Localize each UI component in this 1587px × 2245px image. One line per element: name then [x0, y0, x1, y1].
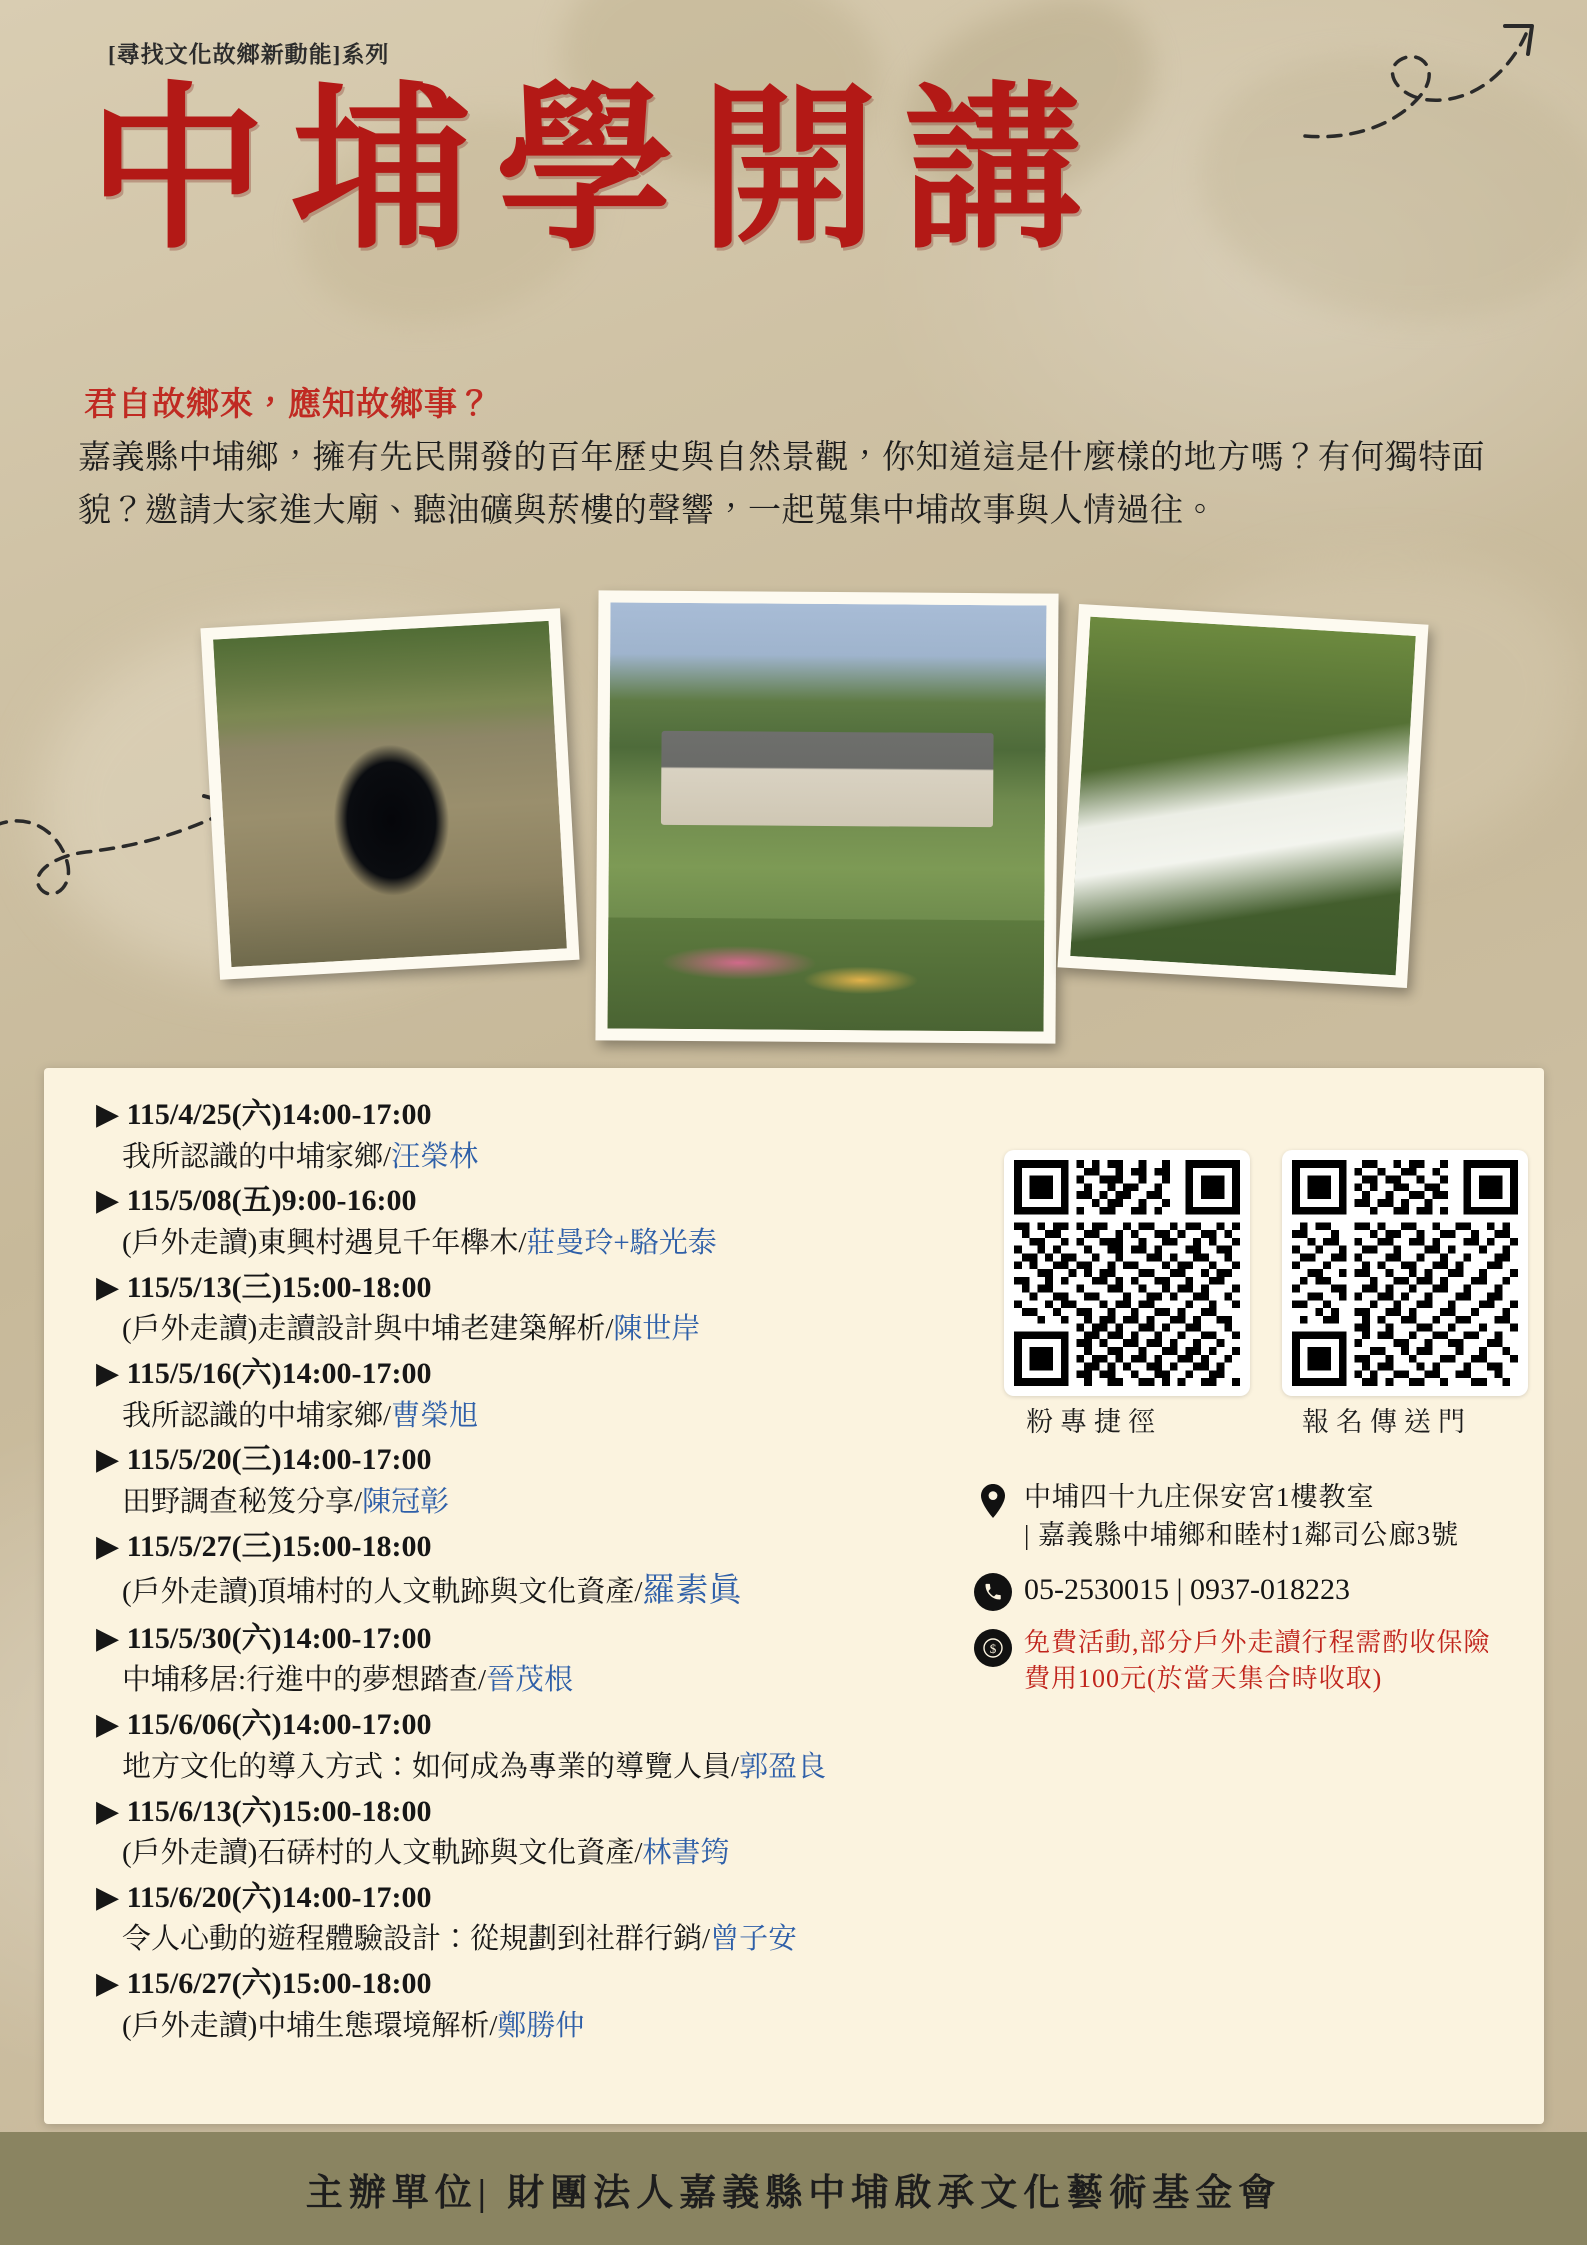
address-row [974, 1478, 1514, 1555]
session-speaker: 鄭勝仲 [497, 2009, 585, 2042]
phone-row [974, 1569, 1514, 1612]
page-title: 中埔學開講 [88, 72, 1108, 270]
phone-number[interactable]: 05-2530015 | 0937-018223 [1024, 1572, 1350, 1606]
session-datetime: ▶ 115/5/13(三)15:00-18:00 [96, 1270, 432, 1304]
session-datetime: ▶ 115/6/06(六)14:00-17:00 [96, 1708, 432, 1742]
footer-bar [0, 2132, 1587, 2245]
session-speaker: 林書筠 [642, 1837, 730, 1870]
session-datetime: ▶ 115/4/25(六)14:00-17:00 [96, 1098, 432, 1131]
session-datetime: ▶ 115/5/16(六)14:00-17:00 [96, 1357, 432, 1391]
money-icon [974, 1629, 1012, 1667]
session-speaker: 陳世岸 [613, 1313, 701, 1346]
location-pin-icon [974, 1482, 1012, 1520]
qr-caption-fanpage: 粉專捷徑 [1026, 1407, 1162, 1437]
fee-row [974, 1625, 1514, 1697]
qr-code-fanpage-image [1014, 1160, 1240, 1386]
session-speaker: 莊曼玲+駱光泰 [526, 1226, 717, 1259]
list-item [96, 1704, 976, 1788]
session-topic: 中埔移居:行進中的夢想踏查/晉茂根 [122, 1664, 574, 1697]
list-item [96, 1267, 976, 1351]
session-topic: 地方文化的導入方式：如何成為專業的導覽人員/郭盈良 [122, 1750, 827, 1783]
qr-code-registration[interactable] [1282, 1150, 1528, 1396]
list-item [96, 1877, 976, 1961]
session-datetime: ▶ 115/5/20(三)14:00-17:00 [96, 1443, 432, 1477]
house-photo [595, 590, 1058, 1043]
address-line-1: 中埔四十九庄保安宮1樓教室 [1024, 1482, 1375, 1512]
session-speaker: 郭盈良 [739, 1750, 827, 1783]
qr-code-registration-image [1292, 1160, 1518, 1386]
qr-code-fanpage[interactable] [1004, 1150, 1250, 1396]
session-speaker: 曹榮旭 [391, 1399, 479, 1432]
session-speaker: 汪榮林 [391, 1140, 479, 1173]
address-line-2: | 嘉義縣中埔鄉和睦村1鄰司公廊3號 [1024, 1520, 1460, 1551]
session-speaker: 晉茂根 [486, 1664, 574, 1697]
lead-body: 嘉義縣中埔鄉，擁有先民開發的百年歷史與自然景觀，你知道這是什麼樣的地方嗎？有何獨特面貌？邀請大家進大廟、聽油礦與菸樓的聲響，一起蒐集中埔故事與人情過往。 [78, 440, 1485, 530]
session-list [96, 1094, 976, 2050]
qr-caption-registration: 報名傳送門 [1302, 1407, 1472, 1437]
session-topic: 我所認識的中埔家鄉/曹榮旭 [122, 1399, 479, 1432]
list-item [96, 1353, 976, 1437]
list-item [96, 1094, 976, 1178]
session-speaker: 羅素眞 [642, 1573, 742, 1610]
list-item [96, 1963, 976, 2047]
session-datetime: ▶ 115/5/08(五)9:00-16:00 [96, 1184, 417, 1218]
session-speaker: 陳冠彰 [362, 1485, 450, 1518]
lead-question: 君自故鄉來，應知故鄉事？ [84, 387, 492, 423]
list-item [96, 1180, 976, 1264]
session-topic: (戶外走讀)東興村遇見千年櫸木/莊曼玲+駱光泰 [122, 1226, 717, 1259]
session-datetime: ▶ 115/6/27(六)15:00-18:00 [96, 1967, 432, 2001]
list-item [96, 1791, 976, 1875]
session-topic: (戶外走讀)中埔生態環境解析/鄭勝仲 [122, 2009, 585, 2042]
organizer-text: 主辦單位| 財團法人嘉義縣中埔啟承文化藝術基金會 [305, 2172, 1282, 2214]
session-datetime: ▶ 115/5/27(三)15:00-18:00 [96, 1529, 432, 1563]
contact-info [974, 1478, 1514, 1711]
fee-line-1: 免費活動,部分戶外走讀行程需酌收保險 [1024, 1628, 1491, 1658]
list-item [96, 1439, 976, 1523]
list-item [96, 1526, 976, 1616]
arrow-top-right-icon [1300, 18, 1540, 148]
session-topic: (戶外走讀)石硦村的人文軌跡與文化資產/林書筠 [122, 1837, 730, 1870]
list-item [96, 1618, 976, 1702]
fee-line-2: 費用100元(於當天集合時收取) [1024, 1664, 1383, 1694]
programme-panel [44, 1068, 1544, 2124]
cave-photo [200, 608, 579, 980]
session-topic: 令人心動的遊程體驗設計：從規劃到社群行銷/曾子安 [122, 1923, 798, 1956]
session-datetime: ▶ 115/6/13(六)15:00-18:00 [96, 1794, 432, 1828]
svg-text:$: $ [989, 1641, 997, 1657]
session-topic: (戶外走讀)頂埔村的人文軌跡與文化資產/羅素眞 [122, 1573, 742, 1610]
session-datetime: ▶ 115/6/20(六)14:00-17:00 [96, 1880, 432, 1914]
phone-icon [974, 1573, 1012, 1611]
series-tag: [尋找文化故鄉新動能]系列 [108, 42, 390, 67]
session-speaker: 曾子安 [710, 1923, 798, 1956]
session-topic: 田野調查秘笈分享/陳冠彰 [122, 1485, 450, 1518]
session-topic: (戶外走讀)走讀設計與中埔老建築解析/陳世岸 [122, 1313, 701, 1346]
session-topic: 我所認識的中埔家鄉/汪榮林 [122, 1140, 479, 1173]
trail-photo [1058, 604, 1429, 988]
session-datetime: ▶ 115/5/30(六)14:00-17:00 [96, 1621, 432, 1655]
